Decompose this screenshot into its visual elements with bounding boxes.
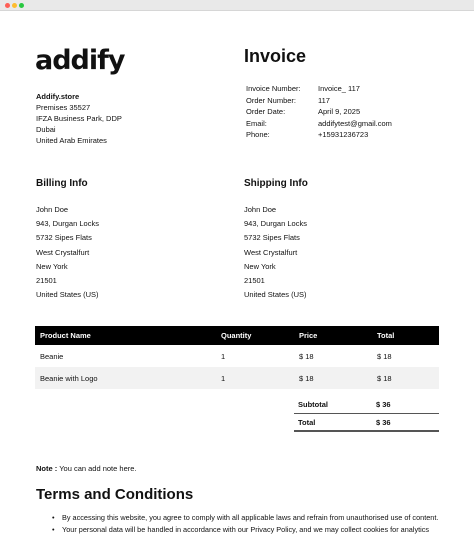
cell-product-name: Beanie: [40, 351, 64, 361]
col-total: Total: [372, 326, 439, 345]
note-text: You can add note here.: [59, 464, 137, 473]
billing-line: 21501: [36, 276, 57, 286]
company-name: Addify.store: [36, 92, 80, 101]
total-value: $ 36: [376, 417, 391, 427]
cell-total: $ 18: [377, 351, 392, 361]
col-price: Price: [294, 326, 372, 345]
invoice-title: Invoice: [244, 46, 307, 66]
col-product-name: Product Name: [35, 326, 216, 345]
terms-heading: Terms and Conditions: [36, 486, 194, 503]
meta-value: Invoice_ 117: [318, 84, 360, 93]
company-address: [36, 91, 122, 146]
logo-text: addify: [35, 45, 125, 76]
billing-line: New York: [36, 261, 68, 271]
cell-total: $ 18: [372, 367, 439, 389]
company-line: Dubai: [36, 125, 56, 134]
meta-row-invoice-number: [246, 83, 392, 95]
billing-line: 943, Durgan Locks: [36, 219, 99, 229]
meta-row-order-date: [246, 106, 392, 118]
billing-line: John Doe: [36, 205, 69, 214]
meta-value: 117: [318, 95, 330, 105]
meta-value: addifytest@gmail.com: [318, 118, 392, 128]
shipping-line: New York: [244, 261, 276, 271]
shipping-line: West Crystalfurt: [244, 247, 298, 257]
terms-list: [52, 512, 438, 536]
meta-label: Invoice Number:: [246, 84, 301, 93]
company-line: Premises 35527: [36, 103, 91, 112]
billing-line: 5732 Sipes Flats: [36, 233, 92, 243]
cell-quantity: 1: [221, 351, 226, 361]
subtotal-row: [294, 396, 439, 414]
meta-label: Order Number:: [246, 95, 297, 105]
shipping-line: 21501: [244, 276, 265, 286]
shipping-line: United States (US): [244, 290, 307, 300]
subtotal-value: $ 36: [376, 400, 391, 409]
shipping-heading: Shipping Info: [244, 178, 308, 189]
note: [36, 464, 137, 473]
meta-label: Email:: [246, 118, 267, 128]
meta-row-order-number: [246, 95, 392, 107]
subtotal-label: Subtotal: [298, 400, 328, 409]
billing-heading: Billing Info: [36, 178, 88, 189]
billing-address: [36, 203, 99, 302]
meta-value: +15931236723: [318, 130, 369, 139]
total-label: Total: [298, 417, 316, 427]
list-item: • Your personal data will be handled in accordance with our Privacy Policy, and we may collect cookies for analytics: [52, 524, 438, 536]
col-quantity: Quantity: [216, 326, 294, 345]
items-header-row: [35, 326, 439, 345]
meta-value: April 9, 2025: [318, 107, 361, 116]
cell-price: $ 18: [294, 367, 372, 389]
cell-quantity: 1: [216, 367, 294, 389]
table-row: [35, 345, 439, 367]
shipping-line: 943, Durgan Locks: [244, 219, 307, 229]
meta-row-email: [246, 118, 392, 130]
note-label: Note :: [36, 464, 58, 473]
shipping-line: John Doe: [244, 205, 277, 214]
meta-label: Order Date:: [246, 107, 286, 116]
shipping-address: [244, 203, 307, 302]
minimize-window-icon[interactable]: [12, 3, 17, 8]
shipping-line: 5732 Sipes Flats: [244, 233, 300, 243]
addify-logo: [35, 42, 124, 74]
company-line: IFZA Business Park, DDP: [36, 114, 122, 123]
invoice-page: [0, 11, 474, 560]
company-line: United Arab Emirates: [36, 136, 107, 145]
window-titlebar: [0, 0, 474, 11]
invoice-meta: [246, 83, 392, 141]
maximize-window-icon[interactable]: [19, 3, 24, 8]
close-window-icon[interactable]: [5, 3, 10, 8]
table-row: [35, 367, 439, 389]
total-row: [294, 414, 439, 432]
cell-price: $ 18: [299, 351, 314, 361]
totals-block: [294, 396, 439, 432]
billing-line: United States (US): [36, 290, 99, 300]
items-table: [35, 326, 439, 389]
billing-line: West Crystalfurt: [36, 247, 90, 257]
meta-row-phone: [246, 129, 392, 141]
list-item: • By accessing this website, you agree to comply with all applicable laws and refrain from unauthorised use of content.: [52, 512, 438, 524]
meta-label: Phone:: [246, 130, 270, 139]
cell-product-name: Beanie with Logo: [35, 367, 216, 389]
